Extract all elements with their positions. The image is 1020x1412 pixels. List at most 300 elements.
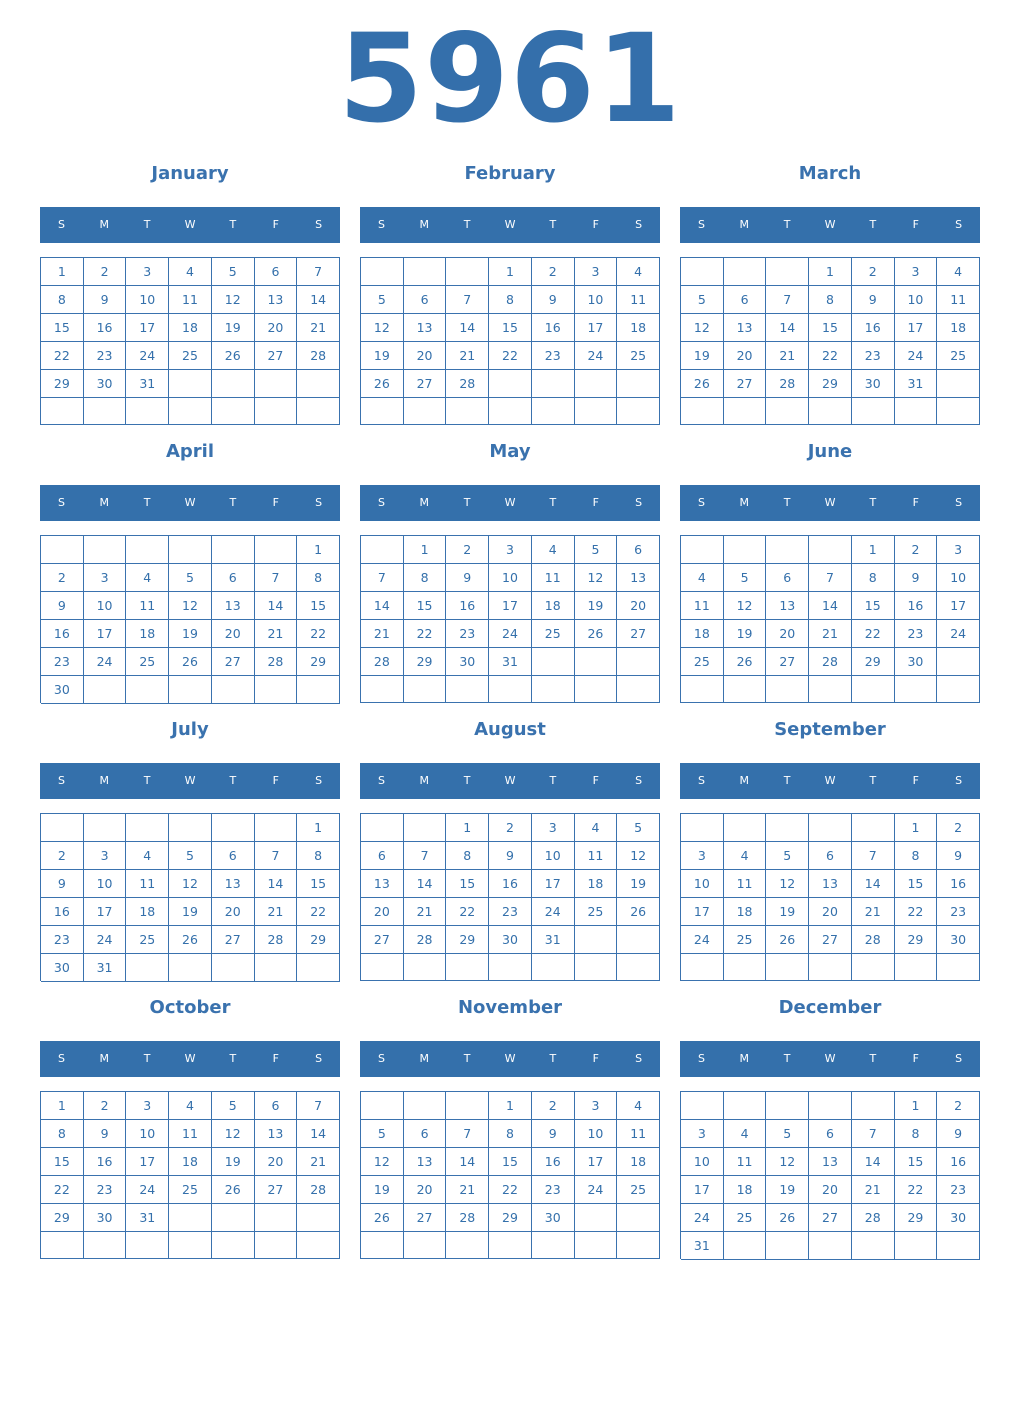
empty-cell [126, 954, 169, 982]
day-cell: 24 [489, 620, 532, 648]
day-cell: 1 [489, 1092, 532, 1120]
day-cell: 27 [255, 342, 298, 370]
month-name: January [151, 163, 229, 184]
day-cell: 14 [809, 592, 852, 620]
weekday-label: T [463, 1052, 471, 1065]
day-cell: 28 [361, 648, 404, 676]
weekday-label: S [377, 496, 385, 509]
day-cell: 11 [724, 870, 767, 898]
weekday-label: S [635, 774, 643, 787]
day-cell: 11 [724, 1148, 767, 1176]
weekday-header [360, 207, 660, 243]
day-cell: 31 [532, 926, 575, 954]
day-cell: 23 [937, 898, 980, 926]
empty-cell [895, 676, 938, 703]
empty-cell [361, 1232, 404, 1259]
empty-cell [84, 676, 127, 704]
day-cell: 22 [489, 342, 532, 370]
day-cell: 29 [895, 926, 938, 954]
day-cell: 10 [681, 870, 724, 898]
empty-cell [852, 676, 895, 703]
day-cell: 18 [617, 314, 660, 342]
day-cell: 8 [895, 842, 938, 870]
weekday-label: T [549, 774, 557, 787]
day-cell: 10 [126, 286, 169, 314]
empty-cell [297, 1204, 340, 1232]
empty-cell [575, 648, 618, 676]
day-cell: 12 [575, 564, 618, 592]
day-cell: 18 [169, 1148, 212, 1176]
weekday-header [680, 763, 980, 799]
day-cell: 17 [681, 898, 724, 926]
weekday-label: S [57, 774, 65, 787]
day-cell: 29 [446, 926, 489, 954]
weekday-header [40, 207, 340, 243]
weekday-label: M [419, 1052, 430, 1065]
empty-cell [212, 676, 255, 704]
day-cell: 4 [617, 258, 660, 286]
day-cell: 28 [404, 926, 447, 954]
day-cell: 2 [84, 258, 127, 286]
empty-cell [724, 398, 767, 425]
day-grid [40, 1091, 340, 1259]
empty-cell [937, 398, 980, 425]
weekday-label: W [504, 218, 516, 231]
day-cell: 26 [575, 620, 618, 648]
empty-cell [937, 954, 980, 981]
day-cell: 2 [852, 258, 895, 286]
day-cell: 31 [126, 1204, 169, 1232]
empty-cell [617, 1232, 660, 1259]
day-cell: 25 [126, 926, 169, 954]
day-cell: 15 [895, 1148, 938, 1176]
day-cell: 30 [41, 676, 84, 704]
weekday-label: F [592, 496, 599, 509]
day-cell: 19 [212, 1148, 255, 1176]
empty-cell [532, 648, 575, 676]
day-cell: 23 [532, 1176, 575, 1204]
day-cell: 25 [126, 648, 169, 676]
empty-cell [446, 1092, 489, 1120]
day-cell: 22 [852, 620, 895, 648]
day-cell: 6 [212, 564, 255, 592]
day-cell: 19 [169, 898, 212, 926]
day-cell: 3 [84, 564, 127, 592]
weekday-label: F [912, 496, 919, 509]
empty-cell [404, 1092, 447, 1120]
day-cell: 8 [446, 842, 489, 870]
day-cell: 8 [895, 1120, 938, 1148]
day-cell: 21 [255, 620, 298, 648]
day-cell: 11 [169, 286, 212, 314]
day-cell: 27 [212, 926, 255, 954]
weekday-label: S [635, 1052, 643, 1065]
day-cell: 7 [255, 564, 298, 592]
weekday-label: W [184, 496, 196, 509]
empty-cell [84, 1232, 127, 1259]
weekday-label: F [592, 774, 599, 787]
empty-cell [169, 1204, 212, 1232]
month-name: February [464, 163, 556, 184]
weekday-label: W [184, 218, 196, 231]
empty-cell [41, 398, 84, 425]
day-cell: 28 [446, 370, 489, 398]
empty-cell [169, 370, 212, 398]
day-cell: 4 [937, 258, 980, 286]
day-cell: 12 [212, 1120, 255, 1148]
day-cell: 23 [489, 898, 532, 926]
day-cell: 26 [617, 898, 660, 926]
day-cell: 29 [404, 648, 447, 676]
weekday-label: W [504, 774, 516, 787]
day-cell: 20 [617, 592, 660, 620]
day-cell: 27 [404, 1204, 447, 1232]
day-cell: 2 [84, 1092, 127, 1120]
day-cell: 13 [212, 870, 255, 898]
day-cell: 21 [766, 342, 809, 370]
day-cell: 14 [766, 314, 809, 342]
day-cell: 14 [255, 870, 298, 898]
day-cell: 9 [41, 870, 84, 898]
month-name: June [807, 441, 853, 462]
weekday-header [40, 1041, 340, 1077]
day-cell: 21 [809, 620, 852, 648]
day-cell: 1 [852, 536, 895, 564]
day-cell: 26 [724, 648, 767, 676]
day-cell: 8 [809, 286, 852, 314]
empty-cell [766, 398, 809, 425]
weekday-label: M [99, 218, 110, 231]
day-cell: 15 [297, 592, 340, 620]
empty-cell [681, 1092, 724, 1120]
day-cell: 22 [809, 342, 852, 370]
empty-cell [489, 1232, 532, 1259]
day-cell: 24 [575, 342, 618, 370]
day-cell: 13 [617, 564, 660, 592]
day-cell: 22 [895, 898, 938, 926]
empty-cell [41, 536, 84, 564]
empty-cell [361, 814, 404, 842]
day-cell: 27 [766, 648, 809, 676]
weekday-header [680, 485, 980, 521]
day-cell: 24 [681, 926, 724, 954]
day-grid [680, 1091, 980, 1259]
day-cell: 13 [255, 286, 298, 314]
empty-cell [617, 398, 660, 425]
day-cell: 30 [532, 1204, 575, 1232]
empty-cell [809, 676, 852, 703]
day-cell: 18 [724, 898, 767, 926]
day-cell: 12 [617, 842, 660, 870]
day-cell: 13 [361, 870, 404, 898]
day-cell: 10 [895, 286, 938, 314]
day-cell: 7 [297, 1092, 340, 1120]
weekday-label: S [697, 1052, 705, 1065]
day-cell: 1 [41, 1092, 84, 1120]
empty-cell [361, 398, 404, 425]
day-cell: 15 [297, 870, 340, 898]
day-cell: 30 [41, 954, 84, 982]
day-cell: 21 [852, 898, 895, 926]
day-cell: 25 [617, 342, 660, 370]
day-cell: 6 [809, 1120, 852, 1148]
day-cell: 5 [575, 536, 618, 564]
day-cell: 13 [212, 592, 255, 620]
day-cell: 3 [532, 814, 575, 842]
empty-cell [126, 398, 169, 425]
day-cell: 27 [809, 1204, 852, 1232]
empty-cell [532, 398, 575, 425]
month-name: July [171, 719, 209, 740]
day-cell: 26 [169, 648, 212, 676]
day-cell: 17 [575, 314, 618, 342]
empty-cell [895, 954, 938, 981]
empty-cell [724, 954, 767, 981]
day-cell: 20 [766, 620, 809, 648]
weekday-label: T [783, 1052, 791, 1065]
day-cell: 2 [937, 1092, 980, 1120]
day-cell: 14 [361, 592, 404, 620]
day-cell: 15 [41, 314, 84, 342]
day-cell: 2 [489, 814, 532, 842]
day-cell: 13 [809, 870, 852, 898]
empty-cell [532, 370, 575, 398]
day-cell: 8 [297, 564, 340, 592]
day-cell: 15 [809, 314, 852, 342]
empty-cell [212, 954, 255, 982]
empty-cell [41, 814, 84, 842]
day-cell: 24 [681, 1204, 724, 1232]
month-name: September [774, 719, 886, 740]
day-cell: 3 [575, 258, 618, 286]
day-cell: 18 [724, 1176, 767, 1204]
day-cell: 19 [681, 342, 724, 370]
empty-cell [681, 676, 724, 703]
day-cell: 22 [446, 898, 489, 926]
day-cell: 7 [255, 842, 298, 870]
empty-cell [212, 398, 255, 425]
weekday-label: S [697, 774, 705, 787]
empty-cell [446, 258, 489, 286]
day-cell: 16 [937, 1148, 980, 1176]
day-cell: 8 [41, 286, 84, 314]
empty-cell [126, 536, 169, 564]
weekday-label: S [697, 496, 705, 509]
empty-cell [937, 370, 980, 398]
day-cell: 9 [446, 564, 489, 592]
day-cell: 19 [169, 620, 212, 648]
empty-cell [724, 814, 767, 842]
day-cell: 12 [169, 592, 212, 620]
empty-cell [404, 814, 447, 842]
day-cell: 24 [895, 342, 938, 370]
day-cell: 23 [84, 342, 127, 370]
empty-cell [766, 1232, 809, 1260]
empty-cell [809, 1092, 852, 1120]
weekday-header [40, 485, 340, 521]
day-cell: 12 [361, 1148, 404, 1176]
empty-cell [446, 398, 489, 425]
empty-cell [937, 1232, 980, 1260]
day-cell: 29 [41, 1204, 84, 1232]
empty-cell [575, 926, 618, 954]
day-cell: 10 [532, 842, 575, 870]
day-cell: 31 [681, 1232, 724, 1260]
empty-cell [766, 258, 809, 286]
empty-cell [532, 1232, 575, 1259]
day-cell: 13 [809, 1148, 852, 1176]
day-cell: 5 [681, 286, 724, 314]
empty-cell [766, 1092, 809, 1120]
day-cell: 5 [361, 1120, 404, 1148]
day-cell: 23 [41, 926, 84, 954]
day-cell: 28 [852, 926, 895, 954]
day-cell: 22 [41, 1176, 84, 1204]
empty-cell [809, 954, 852, 981]
day-cell: 7 [446, 286, 489, 314]
day-cell: 4 [126, 564, 169, 592]
weekday-label: T [143, 496, 151, 509]
day-cell: 15 [489, 1148, 532, 1176]
day-cell: 11 [937, 286, 980, 314]
day-cell: 18 [617, 1148, 660, 1176]
day-cell: 15 [895, 870, 938, 898]
empty-cell [169, 536, 212, 564]
empty-cell [212, 814, 255, 842]
day-cell: 16 [41, 898, 84, 926]
day-cell: 31 [489, 648, 532, 676]
day-cell: 3 [895, 258, 938, 286]
day-cell: 24 [575, 1176, 618, 1204]
day-cell: 6 [361, 842, 404, 870]
day-cell: 9 [852, 286, 895, 314]
empty-cell [766, 814, 809, 842]
day-cell: 9 [41, 592, 84, 620]
day-grid [40, 813, 340, 981]
day-cell: 27 [255, 1176, 298, 1204]
day-cell: 3 [489, 536, 532, 564]
empty-cell [617, 648, 660, 676]
day-cell: 4 [575, 814, 618, 842]
day-cell: 26 [212, 1176, 255, 1204]
weekday-label: S [955, 218, 963, 231]
empty-cell [809, 536, 852, 564]
weekday-label: S [315, 1052, 323, 1065]
day-cell: 8 [297, 842, 340, 870]
day-cell: 9 [937, 1120, 980, 1148]
empty-cell [852, 1232, 895, 1260]
weekday-label: M [99, 496, 110, 509]
day-cell: 10 [575, 286, 618, 314]
month-name: March [798, 163, 862, 184]
day-cell: 4 [617, 1092, 660, 1120]
day-cell: 6 [724, 286, 767, 314]
day-cell: 26 [212, 342, 255, 370]
day-cell: 26 [766, 1204, 809, 1232]
weekday-label: T [869, 496, 877, 509]
day-cell: 30 [937, 1204, 980, 1232]
day-cell: 20 [809, 1176, 852, 1204]
day-cell: 23 [895, 620, 938, 648]
weekday-header [40, 763, 340, 799]
day-cell: 24 [937, 620, 980, 648]
weekday-label: F [592, 1052, 599, 1065]
day-cell: 25 [681, 648, 724, 676]
day-cell: 19 [575, 592, 618, 620]
day-cell: 31 [126, 370, 169, 398]
day-cell: 10 [84, 870, 127, 898]
day-cell: 8 [489, 1120, 532, 1148]
day-cell: 12 [212, 286, 255, 314]
weekday-label: S [955, 774, 963, 787]
weekday-label: W [184, 1052, 196, 1065]
day-grid [360, 257, 660, 425]
day-cell: 7 [297, 258, 340, 286]
day-cell: 27 [212, 648, 255, 676]
day-cell: 16 [532, 314, 575, 342]
day-cell: 19 [617, 870, 660, 898]
day-cell: 7 [766, 286, 809, 314]
weekday-header [680, 207, 980, 243]
empty-cell [126, 676, 169, 704]
empty-cell [575, 954, 618, 981]
day-cell: 11 [575, 842, 618, 870]
day-cell: 17 [489, 592, 532, 620]
day-cell: 9 [84, 1120, 127, 1148]
empty-cell [895, 398, 938, 425]
empty-cell [255, 398, 298, 425]
day-cell: 6 [404, 1120, 447, 1148]
day-cell: 25 [724, 926, 767, 954]
empty-cell [681, 954, 724, 981]
weekday-label: F [272, 1052, 279, 1065]
day-cell: 11 [126, 870, 169, 898]
day-cell: 28 [852, 1204, 895, 1232]
day-cell: 23 [532, 342, 575, 370]
empty-cell [724, 1092, 767, 1120]
weekday-label: T [229, 496, 237, 509]
day-cell: 10 [681, 1148, 724, 1176]
day-cell: 14 [446, 1148, 489, 1176]
day-cell: 21 [297, 1148, 340, 1176]
day-cell: 11 [532, 564, 575, 592]
weekday-label: F [912, 218, 919, 231]
day-cell: 20 [404, 342, 447, 370]
empty-cell [255, 814, 298, 842]
empty-cell [297, 1232, 340, 1259]
weekday-label: T [783, 774, 791, 787]
day-cell: 9 [489, 842, 532, 870]
day-cell: 27 [361, 926, 404, 954]
day-cell: 21 [446, 1176, 489, 1204]
weekday-header [680, 1041, 980, 1077]
weekday-label: T [463, 218, 471, 231]
day-cell: 4 [126, 842, 169, 870]
empty-cell [489, 370, 532, 398]
empty-cell [532, 676, 575, 703]
day-grid [40, 535, 340, 703]
day-cell: 13 [404, 1148, 447, 1176]
day-cell: 5 [361, 286, 404, 314]
empty-cell [852, 954, 895, 981]
day-cell: 6 [212, 842, 255, 870]
day-grid [680, 535, 980, 703]
day-cell: 28 [766, 370, 809, 398]
empty-cell [126, 1232, 169, 1259]
day-cell: 23 [446, 620, 489, 648]
empty-cell [681, 536, 724, 564]
empty-cell [169, 814, 212, 842]
